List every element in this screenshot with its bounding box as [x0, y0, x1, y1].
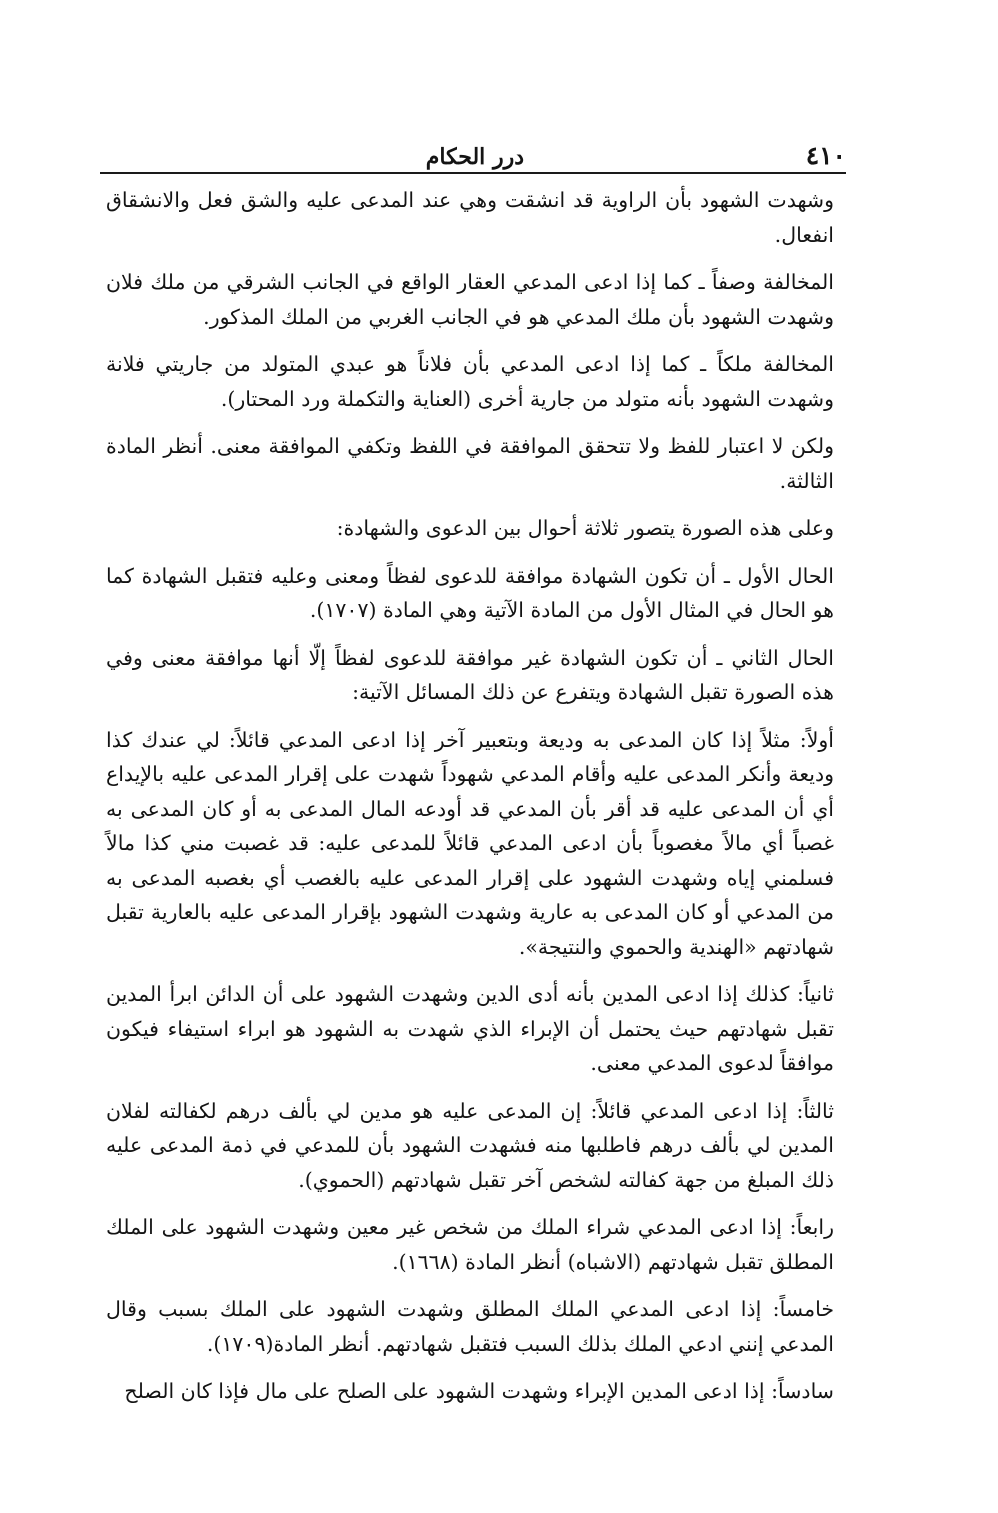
- paragraph: رابعاً: إذا ادعى المدعي شراء الملك من شخص غير معين وشهدت الشهود على الملك المطلق تقبل شهادتهم (الاشباه) أنظر المادة (١٦٦٨).: [106, 1215, 834, 1274]
- paragraph: الحال الثاني ـ أن تكون الشهادة غير موافقة للدعوى لفظاً إلّا أنها موافقة معنى وفي هذه الصورة تقبل الشهادة ويتفرع عن ذلك المسائل الآتية:: [106, 645, 834, 704]
- paragraph: أولاً: مثلاً إذا كان المدعى به وديعة وبتعبير آخر إذا ادعى المدعي قائلاً: لي عندك كذا وديعة وأنكر المدعى عليه وأقام المدعي شهوداً شهدت على إقرار المدعى عليه بالإيداع أي أن المدعى عليه قد أقر بأن المدعي قد أودعه المال المدعى به أو كان المدعى به غصباً أي مالاً مغصوباً بأن ادعى المدعي قائلاً للمدعى عليه: قد غصبت مني كذا مالاً فسلمني إياه وشهدت الشهود على إقرار المدعى عليه بالغصب أي بغصبه المدعى به من المدعي أو كان المدعى به عارية وشهدت الشهود بإقرار المدعى عليه بالعارية تقبل شهادتهم «الهندية والحموي والنتيجة».: [106, 727, 834, 959]
- paragraph: الحال الأول ـ أن تكون الشهادة موافقة للدعوى لفظاً ومعنى وعليه فتقبل الشهادة كما هو الحال في المثال الأول من المادة الآتية وهي المادة (١٧٠٧).: [106, 563, 834, 622]
- page-number: ٤١٠: [805, 141, 846, 170]
- paragraph: ولكن لا اعتبار للفظ ولا تتحقق الموافقة في اللفظ وتكفي الموافقة معنى. أنظر المادة الثالثة.: [106, 434, 834, 493]
- header-rule: [100, 172, 846, 174]
- paragraph: ثالثاً: إذا ادعى المدعي قائلاً: إن المدعى عليه هو مدين لي بألف درهم لكفالته لفلان المدين لي بألف درهم فاطلبها منه فشهدت الشهود بأن للمدعي في ذمة المدعى عليه ذلك المبلغ من جهة كفالته لشخص آخر تقبل شهادتهم (الحموي).: [106, 1098, 835, 1192]
- paragraph: المخالفة وصفاً ـ كما إذا ادعى المدعي العقار الواقع في الجانب الشرقي من ملك فلان وشهدت الشهود بأن ملك المدعي هو في الجانب الغربي من الملك المذكور.: [106, 270, 834, 329]
- paragraph: ثانياً: كذلك إذا ادعى المدين بأنه أدى الدين وشهدت الشهود على أن الدائن ابرأ المدين تقبل شهادتهم حيث يحتمل أن الإبراء الذي شهدت به الشهود هو ابراء استيفاء فيكون موافقاً لدعوى المدعي معنى.: [106, 982, 834, 1075]
- page-header: [100, 136, 846, 172]
- paragraph: وعلى هذه الصورة يتصور ثلاثة أحوال بين الدعوى والشهادة:: [336, 516, 834, 540]
- body-text: [106, 183, 834, 1422]
- paragraph: سادساً: إذا ادعى المدين الإبراء وشهدت الشهود على الصلح على مال فإذا كان الصلح: [124, 1379, 834, 1403]
- running-title: درر الحكام: [425, 144, 524, 170]
- paragraph: المخالفة ملكاً ـ كما إذا ادعى المدعي بأن فلاناً هو عبدي المتولد من جاريتي فلانة وشهدت الشهود بأنه متولد من جارية أخرى (العناية والتكملة ورد المحتار).: [106, 352, 834, 411]
- paragraph: خامساً: إذا ادعى المدعي الملك المطلق وشهدت الشهود على الملك بسبب وقال المدعي إنني ادعي الملك بذلك السبب فتقبل شهادتهم. أنظر المادة(١٧٠٩).: [106, 1297, 834, 1356]
- paragraph: وشهدت الشهود بأن الراوية قد انشقت وهي عند المدعى عليه والشق فعل والانشقاق انفعال.: [106, 188, 834, 247]
